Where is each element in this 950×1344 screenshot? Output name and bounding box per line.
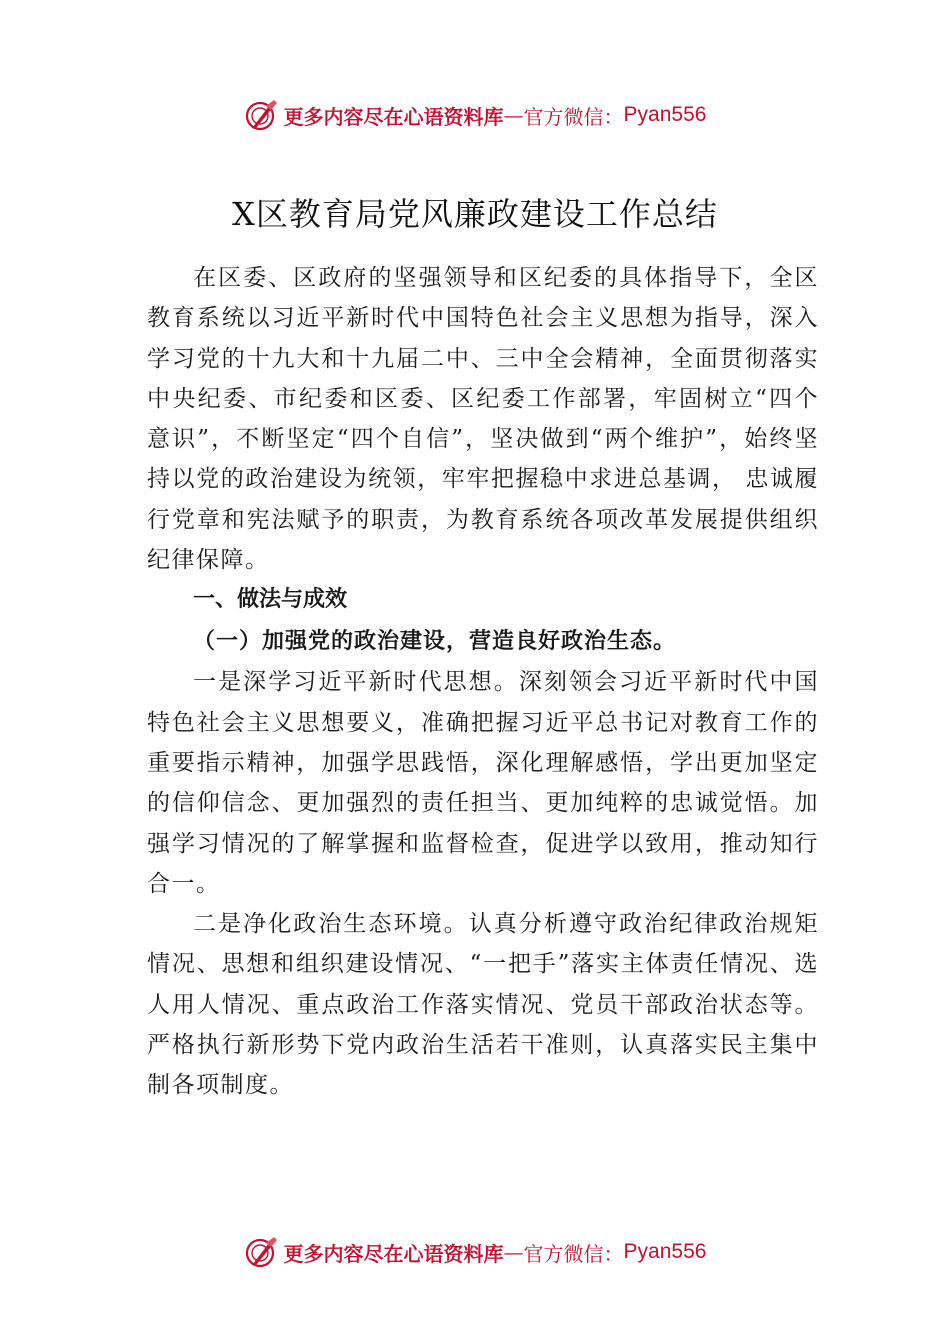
body-paragraph-1: 一是深学习近平新时代思想。深刻领会习近平新时代中国特色社会主义思想要义，准确把握习近平总书记对教育工作的重要指示精神，加强学思践悟，深化理解感悟，学出更加坚定的信仰信念、更加强烈的责任担当、更加纯粹的忠诚觉悟。加强学习情况的了解掌握和监督检查，促进学以致用，推动知行合一。 [147, 669, 819, 897]
watermark-dash: — [503, 103, 524, 127]
document-title: X区教育局党风廉政建设工作总结 [232, 195, 718, 234]
intro-paragraph: 在区委、区政府的坚强领导和区纪委的具体指导下，全区教育系统以习近平新时代中国特色社会主义思想为指导，深入学习党的十九大和十九届二中、三中全会精神，全面贯彻落实中央纪委、市纪委和区委、区纪委工作部署，牢固树立“四个意识”，不断坚定“四个自信”，坚决做到“两个维护”，始终坚持以党的政治建设为统领，牢牢把握稳中求进总基调， 忠诚履行党章和宪法赋予的职责，为教育系统各项改革发展提供组织纪律保障。 [147, 265, 819, 574]
watermark-brand: 更多内容尽在心语资料库 [283, 104, 504, 129]
watermark-wechat-label: 官方微信： [523, 104, 624, 129]
watermark-dash: — [503, 1240, 524, 1264]
quill-logo-icon [244, 1234, 280, 1270]
watermark-brand: 更多内容尽在心语资料库 [283, 1241, 504, 1266]
document-body [147, 258, 819, 1106]
watermark-wechat-label: 官方微信： [523, 1241, 624, 1266]
subsection-heading: （一）加强党的政治建设，营造良好政治生态。 [193, 628, 677, 655]
watermark-header [0, 95, 950, 135]
quill-logo-icon [244, 97, 280, 133]
watermark-wechat-id: Pyan556 [623, 1240, 707, 1263]
watermark-wechat-id: Pyan556 [623, 103, 707, 126]
watermark-footer [0, 1232, 950, 1272]
section-heading: 一、做法与成效 [193, 587, 348, 613]
body-paragraph-2: 二是净化政治生态环境。认真分析遵守政治纪律政治规矩情况、思想和组织建设情况、“一把手”落实主体责任情况、选人用人情况、重点政治工作落实情况、党员干部政治状态等。严格执行新形势下党内政治生活若干准则，认真落实民主集中制各项制度。 [147, 911, 819, 1099]
